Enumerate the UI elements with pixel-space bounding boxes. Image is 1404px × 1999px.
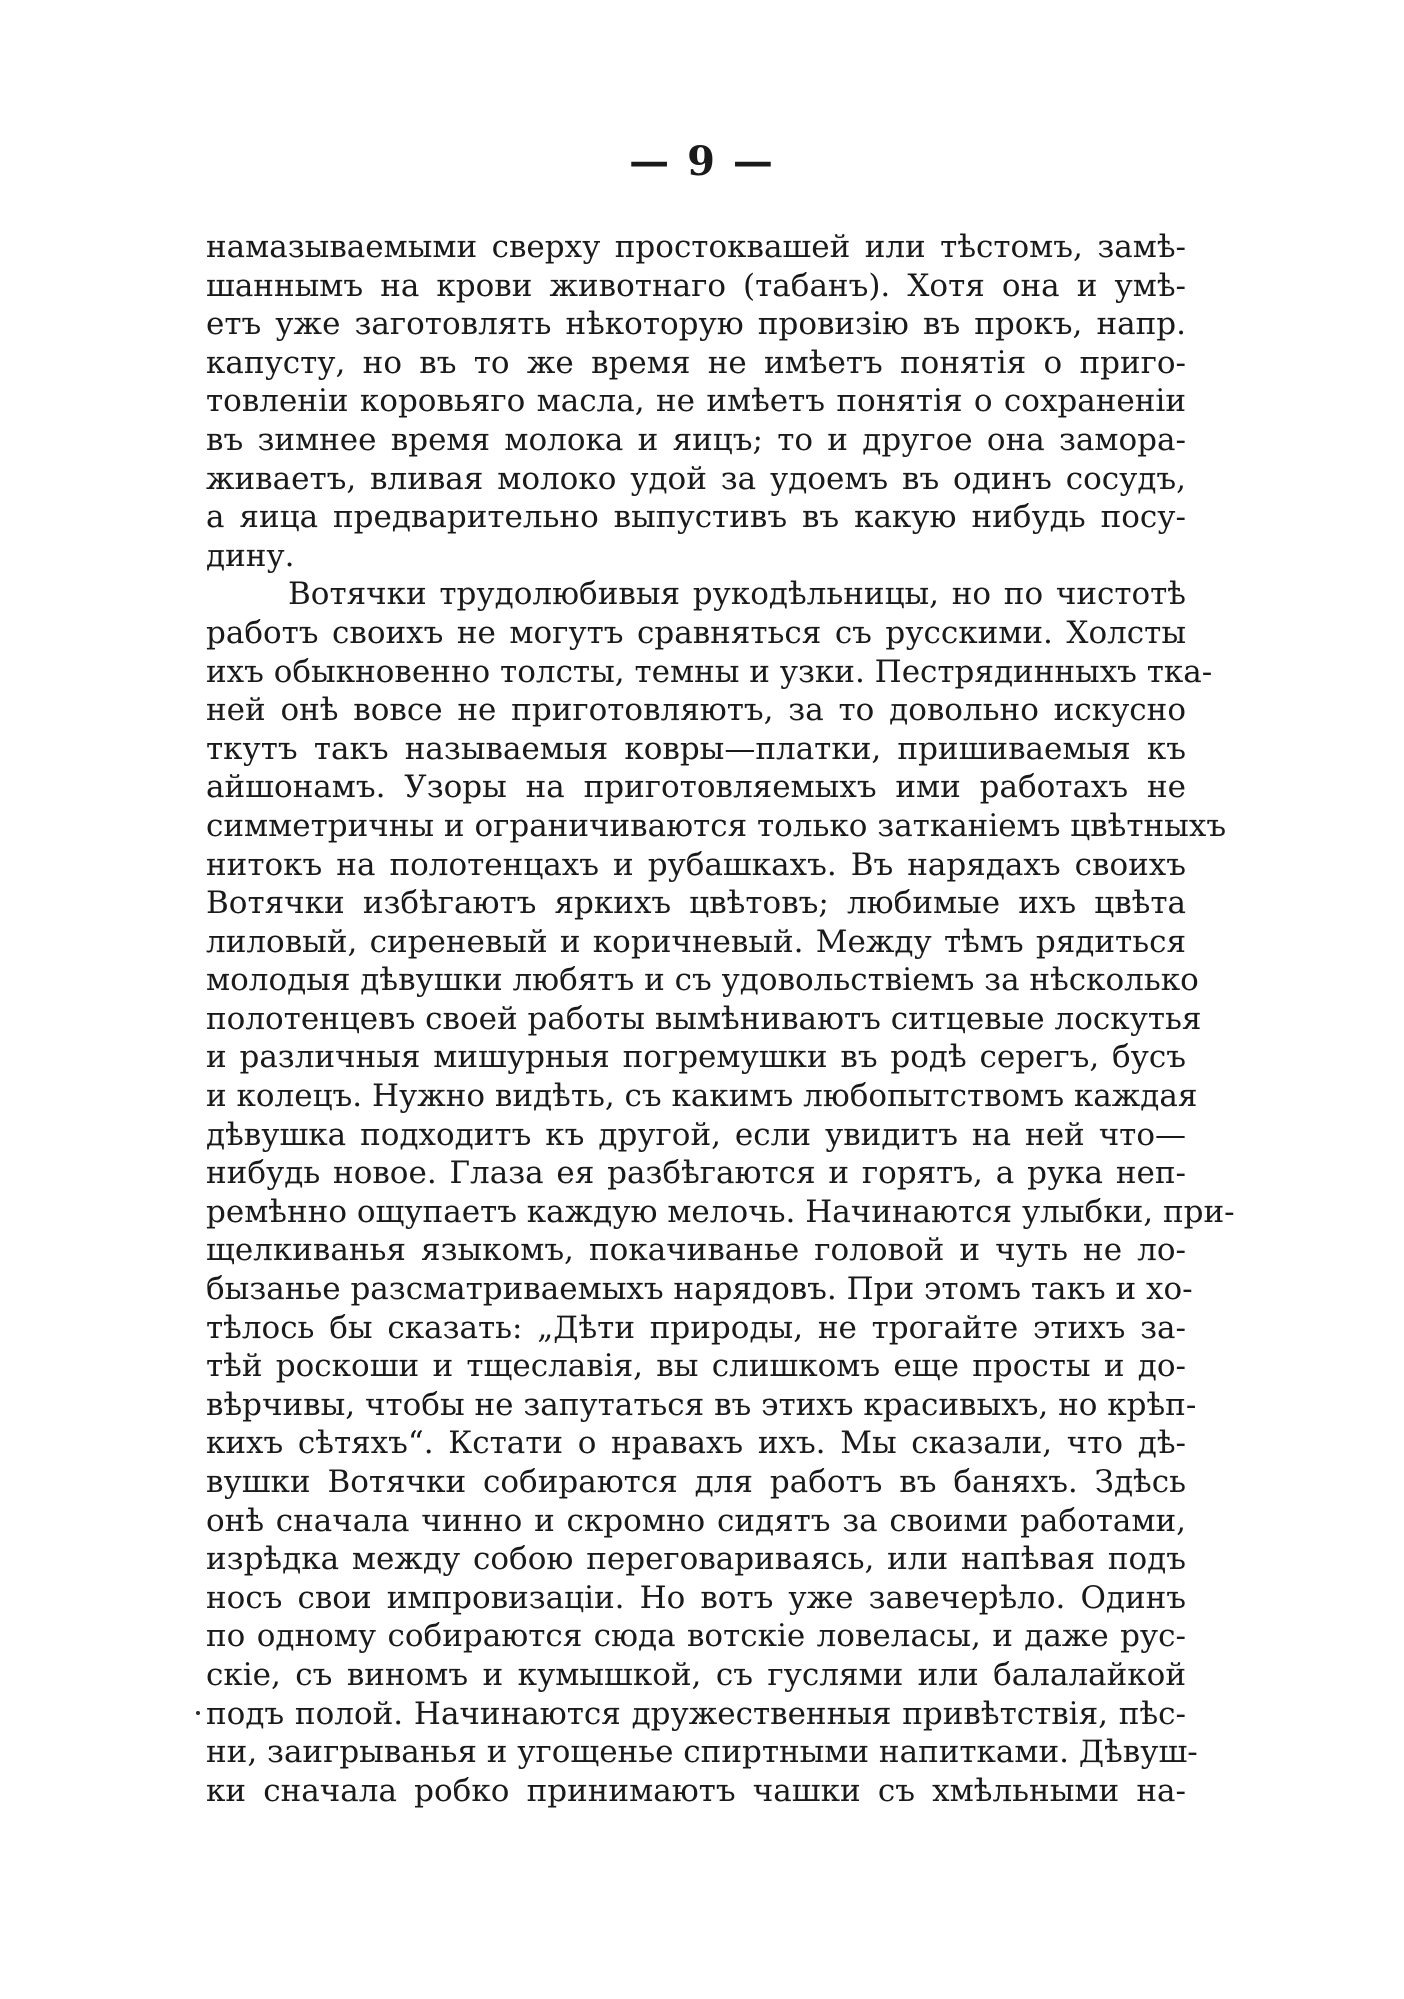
- text-line: Вотячки избѣгаютъ яркихъ цвѣтовъ; любимые ихъ цвѣта: [206, 885, 1186, 922]
- text-line: носъ свои импровизаціи. Но вотъ уже завечерѣло. Одинъ: [206, 1579, 1186, 1616]
- paragraph-first-line: Вотячки трудолюбивыя рукодѣльницы, но по чистотѣ: [288, 576, 1186, 613]
- text-line: кихъ сѣтяхъ“. Кстати о нравахъ ихъ. Мы сказали, что дѣ-: [206, 1425, 1186, 1462]
- text-line: молодыя дѣвушки любятъ и съ удовольствіемъ за нѣсколько: [206, 962, 1199, 999]
- ink-speck: [196, 1711, 200, 1715]
- text-line: бызанье разсматриваемыхъ нарядовъ. При этомъ такъ и хо-: [206, 1271, 1193, 1308]
- text-line: тѣлось бы сказать: „Дѣти природы, не трогайте этихъ за-: [206, 1309, 1186, 1346]
- text-line: и колецъ. Нужно видѣть, съ какимъ любопытствомъ каждая: [206, 1078, 1198, 1115]
- text-line: айшонамъ. Узоры на приготовляемыхъ ими работахъ не: [206, 769, 1186, 806]
- text-line: етъ уже заготовлять нѣкоторую провизію въ прокъ, напр.: [206, 306, 1186, 343]
- text-line: капусту, но въ то же время не имѣетъ понятія о приго-: [206, 344, 1186, 381]
- text-line: лиловый, сиреневый и коричневый. Между тѣмъ рядиться: [206, 923, 1186, 960]
- text-line: ихъ обыкновенно толсты, темны и узки. Пестрядинныхъ тка-: [206, 653, 1213, 690]
- text-line: нитокъ на полотенцахъ и рубашкахъ. Въ нарядахъ своихъ: [206, 846, 1186, 883]
- text-line: шаннымъ на крови животнаго (табанъ). Хотя она и умѣ-: [206, 267, 1186, 304]
- page-number: — 9 —: [629, 138, 775, 185]
- text-line: ткутъ такъ называемыя ковры—платки, пришиваемыя къ: [206, 730, 1186, 767]
- text-line: а яица предварительно выпустивъ въ какую нибудь посу-: [206, 499, 1186, 536]
- text-line: полотенцевъ своей работы вымѣниваютъ ситцевые лоскутья: [206, 1000, 1202, 1037]
- text-line: тѣй роскоши и тщеславія, вы слишкомъ еще просты и до-: [206, 1348, 1186, 1385]
- text-line: ки сначала робко принимаютъ чашки съ хмѣльными на-: [206, 1772, 1186, 1809]
- text-line: въ зимнее время молока и яицъ; то и другое она замора-: [206, 421, 1186, 458]
- text-line: изрѣдка между собою переговариваясь, или напѣвая подъ: [206, 1541, 1186, 1578]
- text-line: намазываемыми сверху простоквашей или тѣстомъ, замѣ-: [206, 229, 1186, 265]
- text-line: вѣрчивы, чтобы не запутаться въ этихъ красивыхъ, но крѣп-: [206, 1386, 1197, 1423]
- text-line: симметричны и ограничиваются только затканіемъ цвѣтныхъ: [206, 807, 1227, 844]
- text-line: по одному собираются сюда вотскіе ловеласы, и даже рус-: [206, 1618, 1186, 1655]
- text-line: подъ полой. Начинаются дружественныя привѣтствія, пѣс-: [206, 1695, 1186, 1732]
- text-line: нибудь новое. Глаза ея разбѣгаются и горятъ, а рука неп-: [206, 1155, 1186, 1192]
- text-line: ни, заигрыванья и угощенье спиртными напитками. Дѣвуш-: [206, 1734, 1198, 1771]
- body-text: [206, 228, 1235, 1810]
- text-line: вушки Вотячки собираются для работъ въ баняхъ. Здѣсь: [206, 1464, 1186, 1500]
- text-line: ней онѣ вовсе не приготовляютъ, за то довольно искусно: [206, 692, 1186, 729]
- text-line: и различныя мишурныя погремушки въ родѣ серегъ, бусъ: [206, 1039, 1186, 1076]
- text-line: дину.: [206, 537, 295, 574]
- text-line: живаетъ, вливая молоко удой за удоемъ въ одинъ сосудъ,: [206, 460, 1186, 497]
- text-line: скіе, съ виномъ и кумышкой, съ гуслями или балалайкой: [206, 1656, 1186, 1693]
- text-line: работъ своихъ не могутъ сравняться съ русскими. Холсты: [206, 614, 1186, 651]
- text-line: ремѣнно ощупаетъ каждую мелочь. Начинаются улыбки, при-: [206, 1193, 1235, 1230]
- text-line: онѣ сначала чинно и скромно сидятъ за своими работами,: [206, 1502, 1186, 1539]
- text-line: щелкиванья языкомъ, покачиванье головой и чуть не ло-: [206, 1232, 1186, 1269]
- text-line: дѣвушка подходитъ къ другой, если увидитъ на ней что—: [206, 1116, 1186, 1153]
- text-line: товленіи коровьяго масла, не имѣетъ понятія о сохраненіи: [206, 383, 1186, 420]
